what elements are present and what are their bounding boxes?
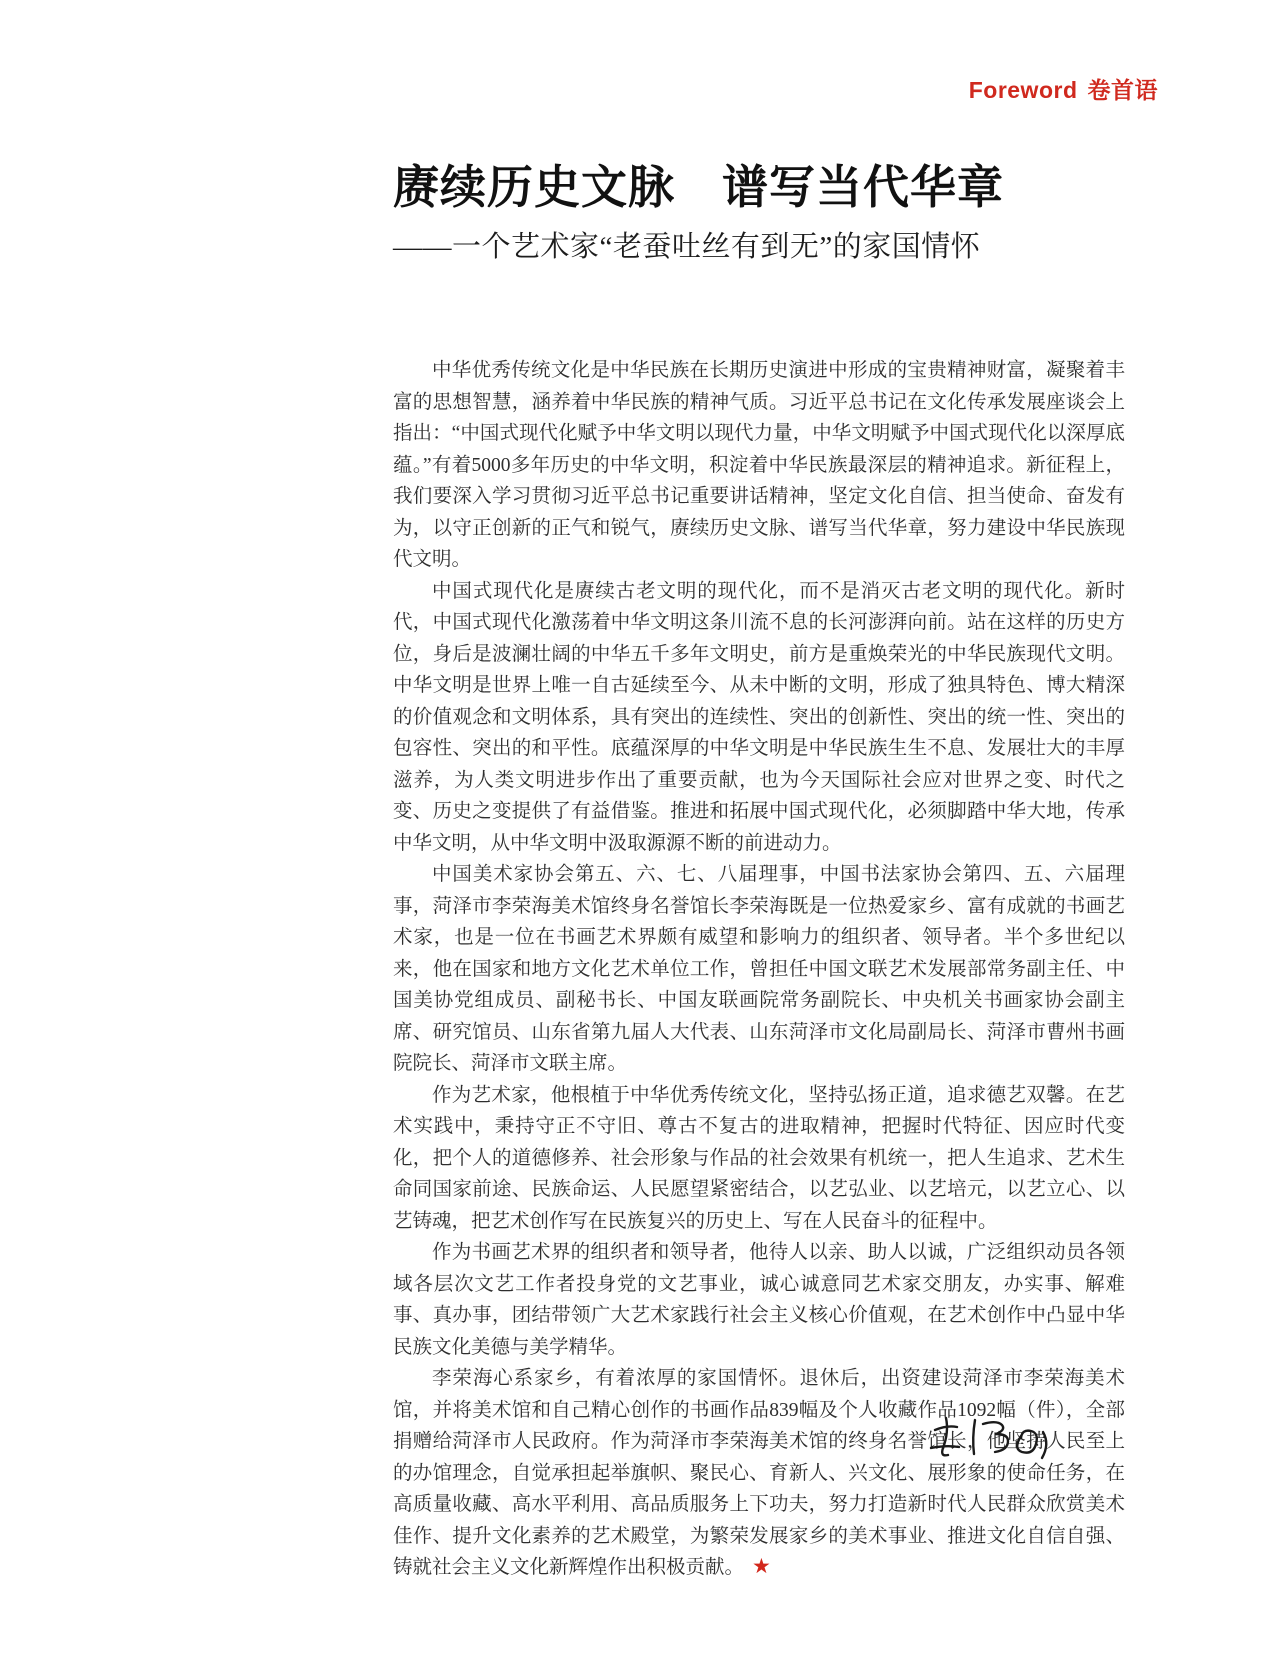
- article-subtitle: ——一个艺术家“老蚕吐丝有到无”的家国情怀: [393, 231, 981, 264]
- body-paragraph: 中华优秀传统文化是中华民族在长期历史演进中形成的宝贵精神财富，凝聚着丰富的思想智慧，涵养着中华民族的精神气质。习近平总书记在文化传承发展座谈会上指出：“中国式现代化赋予中华文明以现代力量，中华文明赋予中国式现代化以深厚底蕴。”有着5000多年历史的中华文明，积淀着中华民族最深层的精神追求。新征程上，我们要深入学习贯彻习近平总书记重要讲话精神，坚定文化自信、担当使命、奋发有为，以守正创新的正气和锐气，赓续历史文脉、谱写当代华章，努力建设中华民族现代文明。: [393, 360, 1125, 571]
- article-title: 赓续历史文脉 谱写当代华章: [393, 162, 1004, 213]
- article: [393, 160, 1125, 1584]
- end-star-icon: ★: [752, 1554, 771, 1579]
- foreword-label-zh: 卷首语: [1087, 77, 1158, 103]
- body-paragraph: 作为书画艺术界的组织者和领导者，他待人以亲、助人以诚，广泛组织动员各领域各层次文艺工作者投身党的文艺事业，诚心诚意同艺术家交朋友，办实事、解难事、真办事，团结带领广大艺术家践行社会主义核心价值观，在艺术创作中凸显中华民族文化美德与美学精华。: [393, 1242, 1125, 1358]
- body-paragraph: 李荣海心系家乡，有着浓厚的家国情怀。退休后，出资建设菏泽市李荣海美术馆，并将美术馆和自己精心创作的书画作品839幅及个人收藏作品1092幅（件），全部捐赠给菏泽市人民政府。作为菏泽市李荣海美术馆的终身名誉馆长，他坚持人民至上的办馆理念，自觉承担起举旗帜、聚民心、育新人、兴文化、展形象的使命任务，在高质量收藏、高水平利用、高品质服务上下功夫，努力打造新时代人民群众欣赏美术佳作、提升文化素养的艺术殿堂，为繁荣发展家乡的美术事业、推进文化自信自强、铸就社会主义文化新辉煌作出积极贡献。 ★: [393, 1368, 1125, 1579]
- body-paragraph: 中国式现代化是赓续古老文明的现代化，而不是消灭古老文明的现代化。新时代，中国式现代化激荡着中华文明这条川流不息的长河澎湃向前。站在这样的历史方位，身后是波澜壮阔的中华五千多年文明史，前方是重焕荣光的中华民族现代文明。中华文明是世界上唯一自古延续至今、从未中断的文明，形成了独具特色、博大精深的价值观念和文明体系，具有突出的连续性、突出的创新性、突出的统一性、突出的包容性、突出的和平性。底蕴深厚的中华文明是中华民族生生不息、发展壮大的丰厚滋养，为人类文明进步作出了重要贡献，也为今天国际社会应对世界之变、时代之变、历史之变提供了有益借鉴。推进和拓展中国式现代化，必须脚踏中华大地，传承中华文明，从中华文明中汲取源源不断的前进动力。: [393, 580, 1125, 854]
- article-body: [393, 355, 1125, 1584]
- signature-handwriting: [925, 1402, 1065, 1472]
- page-header: [969, 72, 1158, 105]
- body-paragraph: 作为艺术家，他根植于中华优秀传统文化，坚持弘扬正道，追求德艺双馨。在艺术实践中，秉持守正不守旧、尊古不复古的进取精神，把握时代特征、因应时代变化，把个人的道德修养、社会形象与作品的社会效果有机统一，把人生追求、艺术生命同国家前途、民族命运、人民愿望紧密结合，以艺弘业、以艺培元，以艺立心、以艺铸魂，把艺术创作写在民族复兴的历史上、写在人民奋斗的征程中。: [393, 1084, 1125, 1232]
- body-paragraph: 中国美术家协会第五、六、七、八届理事，中国书法家协会第四、五、六届理事，菏泽市李荣海美术馆终身名誉馆长李荣海既是一位热爱家乡、富有成就的书画艺术家，也是一位在书画艺术界颇有威望和影响力的组织者、领导者。半个多世纪以来，他在国家和地方文化艺术单位工作，曾担任中国文联艺术发展部常务副主任、中国美协党组成员、副秘书长、中国友联画院常务副院长、中央机关书画家协会副主席、研究馆员、山东省第九届人大代表、山东菏泽市文化局副局长、菏泽市曹州书画院院长、菏泽市文联主席。: [393, 864, 1125, 1075]
- foreword-label-en: Foreword: [968, 77, 1078, 103]
